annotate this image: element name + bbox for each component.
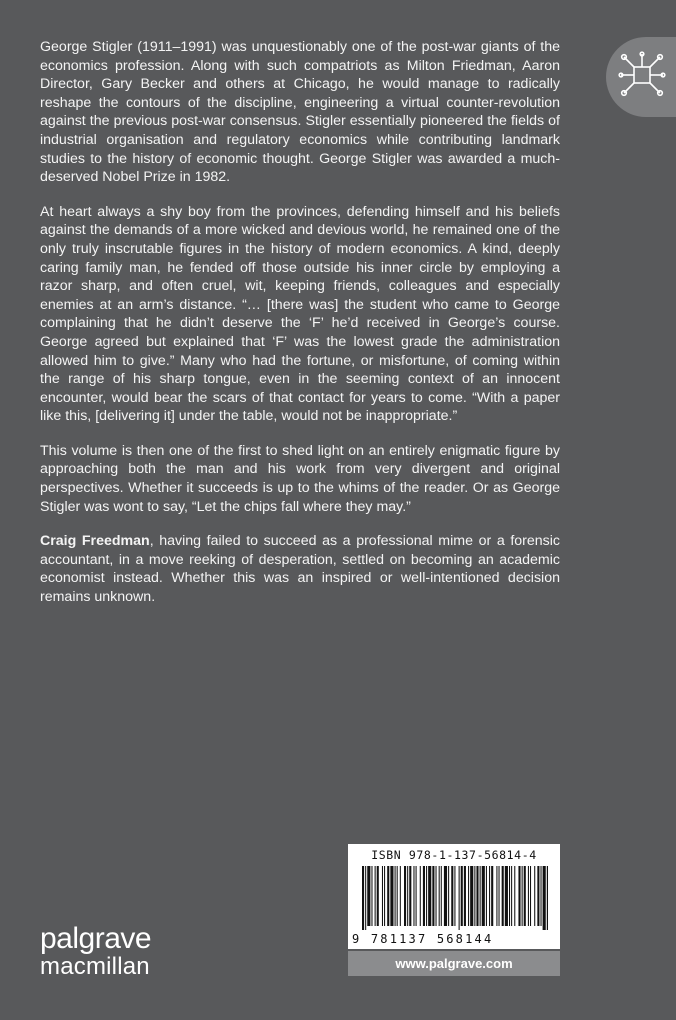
barcode-bar <box>505 866 508 926</box>
barcode-bar <box>423 866 425 926</box>
barcode-bar <box>541 866 542 926</box>
logo-macmillan: macmillan <box>40 953 150 980</box>
barcode-bar <box>409 866 411 926</box>
isbn-label: ISBN 978-1-137-56814-4 <box>371 848 537 862</box>
barcode-bar <box>371 866 372 926</box>
barcode-bar <box>384 866 385 926</box>
barcode-bar <box>474 866 475 926</box>
barcode-bar <box>413 866 414 926</box>
blurb-paragraph-1: George Stigler (1911–1991) was unquestionably one of the post-war giants of the economics profession. Along with such compatriots as Milton Friedman, Aaron Director, Gary Becker and others at Chicago, he would manage to radically reshape the contours of the discipline, engineering a virtual counter-revolution against the previous post-war consensus. Stigler essentially pioneered the fields of industrial organisation and regulatory economics while contributing landmark studies to the history of economic thought. George Stigler was awarded a much-deserved Nobel Prize in 1982. <box>40 39 560 186</box>
barcode-bar <box>395 866 396 926</box>
logo-palgrave: palgrave <box>40 922 152 955</box>
barcode-bar <box>489 866 490 926</box>
barcode-bar <box>367 866 370 926</box>
barcode-digits: 9 781137 568144 <box>352 932 494 946</box>
barcode-bar <box>436 866 437 926</box>
barcode-bar <box>382 866 383 926</box>
barcode-bar <box>522 866 523 926</box>
barcode-bar <box>524 866 526 926</box>
barcode-bar <box>468 866 469 926</box>
barcode-bar <box>365 866 366 930</box>
barcode-bar <box>530 866 531 926</box>
barcode-bar <box>448 866 449 926</box>
barcode-bar <box>499 866 500 926</box>
barcode-bar <box>528 866 529 926</box>
barcode-bar <box>464 866 466 926</box>
blurb-paragraph-3: This volume is then one of the first to shed light on an entirely enigmatic figure by approaching both the man and his work from very divergent and original perspectives. Whether it succeeds is up to the whims of the reader. Or as George Stigler was wont to say, “Let the chips fall where they may.” <box>40 442 560 515</box>
barcode-bar <box>387 866 389 926</box>
barcode-bar <box>537 866 539 926</box>
barcode-bar <box>496 866 497 926</box>
barcode-bar <box>509 866 510 926</box>
author-bio-text: , having failed to succeed as a professional mime or a forensic accountant, in a move reeking of desperation, settled on becoming an academic economist instead. Whether this was an inspired or well-intentioned decision remains unknown. <box>40 533 561 606</box>
barcode-bar <box>482 866 485 926</box>
publisher-logo <box>40 924 151 979</box>
barcode-bar <box>514 866 515 926</box>
barcode-bar <box>420 866 421 926</box>
barcode-bar <box>511 866 512 926</box>
barcode-bar <box>454 866 455 926</box>
author-name: Craig Freedman <box>40 533 150 550</box>
barcode-bar <box>407 866 408 926</box>
barcode-bar <box>377 866 379 926</box>
barcode-bar <box>547 866 548 930</box>
barcode-bars <box>362 866 548 930</box>
barcode-bar <box>480 866 481 926</box>
barcode-bar <box>459 866 460 930</box>
barcode-bar <box>543 866 546 930</box>
barcode-bar <box>362 866 364 930</box>
barcode-bar <box>416 866 417 926</box>
barcode-bar <box>397 866 398 926</box>
barcode-bar <box>426 866 427 926</box>
palgrave-badge <box>606 37 676 117</box>
barcode-bar <box>375 866 376 926</box>
back-cover-blurb <box>40 38 560 623</box>
barcode-bar <box>451 866 453 926</box>
barcode-bar <box>486 866 487 926</box>
barcode-bar <box>470 866 473 926</box>
barcode-bar <box>439 866 440 926</box>
barcode-bar <box>390 866 393 926</box>
barcode-bar <box>502 866 504 926</box>
palgrave-network-icon <box>618 51 666 99</box>
barcode-bar <box>534 866 535 926</box>
barcode-bar <box>400 866 401 926</box>
isbn-barcode <box>348 844 560 949</box>
barcode-bar <box>444 866 447 926</box>
barcode-bar <box>404 866 406 926</box>
barcode-bar <box>491 866 493 926</box>
barcode-bar <box>476 866 478 926</box>
barcode-bar <box>518 866 520 926</box>
author-bio <box>40 532 560 606</box>
publisher-website[interactable]: www.palgrave.com <box>348 951 560 976</box>
barcode-bar <box>432 866 434 926</box>
blurb-paragraph-2: At heart always a shy boy from the provinces, defending himself and his beliefs against the demands of a more wicked and devious world, he remained one of the only truly inscrutable figures in the history of modern economics. A kind, deeply caring family man, he fended off those outside his inner circle by employing a razor sharp, and often cruel, wit, keeping friends, colleagues and especially enemies at an arm’s distance. “… [there was] the student who came to George complaining that he didn’t deserve the ‘F’ he’d received in George’s course. George agreed but explained that ‘F’ was the lowest grade the administration allowed him to give.” Many who had the fortune, or misfortune, of coming within the range of his sharp tongue, even in the seeming context of an innocent encounter, would bear the scars of that contact for years to come. “With a paper like this, [delivering it] under the table, would not be inappropriate.” <box>40 203 560 425</box>
barcode-bar <box>428 866 431 926</box>
barcode-bar <box>441 866 442 926</box>
barcode-bar <box>461 866 463 926</box>
